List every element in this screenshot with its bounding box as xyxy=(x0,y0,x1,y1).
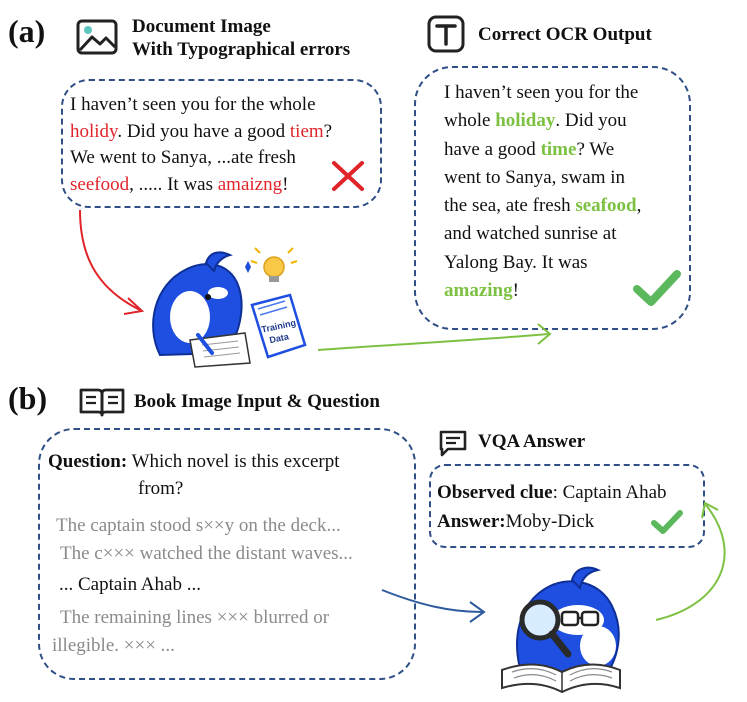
answer-value: Moby-Dick xyxy=(505,511,595,532)
question-line-1-text: Which novel is this excerpt xyxy=(127,451,340,472)
clue-value: : Captain Ahab xyxy=(552,482,667,503)
output-line-1: I haven’t seen you for the xyxy=(444,82,639,103)
fix-amazing: amazing xyxy=(444,280,513,302)
panel-b-label: (b) xyxy=(8,380,48,416)
question-line-2: from? xyxy=(138,477,184,499)
input-line-2-end: ? xyxy=(323,120,333,142)
output-line-6: and watched sunrise at xyxy=(444,223,617,245)
typo-tiem: tiem xyxy=(289,120,324,142)
output-line-4: went to Sanya, swam in xyxy=(444,166,626,188)
input-to-model-arrow xyxy=(80,210,140,310)
output-line-5-pre: the sea, ate fresh xyxy=(444,195,576,217)
input-line-2-mid: . Did you have a good xyxy=(117,120,290,142)
input-line-4-mid: , ..... It was xyxy=(129,173,218,195)
answer-label: Answer: xyxy=(437,511,506,532)
typo-amaizng: amaizng xyxy=(217,173,283,195)
output-line-8-post: ! xyxy=(512,280,519,302)
question-to-model-arrow xyxy=(382,590,482,612)
output-line-2-post: . Did you xyxy=(555,110,627,132)
book-input-heading: Book Image Input & Question xyxy=(134,391,380,412)
fix-time: time xyxy=(540,138,577,160)
output-line-7: Yalong Bay. It was xyxy=(444,251,588,273)
question-label: Question: xyxy=(48,451,128,472)
clue-label: Observed clue xyxy=(437,482,553,503)
input-heading-line-1: Document Image xyxy=(132,16,271,37)
fix-seafood: seafood xyxy=(575,195,637,217)
typo-seefood: seefood xyxy=(70,173,130,195)
panel-a-label: (a) xyxy=(8,13,46,49)
excerpt-line-4: The remaining lines ××× blurred or xyxy=(60,607,330,628)
book-label-training: Training xyxy=(260,317,297,335)
input-line-3: We went to Sanya, ...ate fresh xyxy=(70,147,296,168)
output-line-2-pre: whole xyxy=(444,110,496,132)
output-heading: Correct OCR Output xyxy=(478,24,652,45)
excerpt-line-2: The c××× watched the distant waves... xyxy=(60,543,353,564)
input-line-4-end: ! xyxy=(282,173,289,195)
book-label-data: Data xyxy=(268,331,290,346)
vqa-answer-heading: VQA Answer xyxy=(478,431,586,452)
model-to-output-arrow xyxy=(318,334,548,350)
output-line-3-post: ? We xyxy=(576,138,615,160)
input-heading-line-2: With Typographical errors xyxy=(132,39,351,60)
fix-holiday: holiday xyxy=(495,110,556,132)
input-line-1: I haven’t seen you for the whole xyxy=(70,94,316,115)
output-line-5-post: , xyxy=(636,195,642,217)
excerpt-line-5: illegible. ××× ... xyxy=(52,635,175,656)
typo-holidy: holidy xyxy=(70,120,118,142)
model-to-answer-arrow xyxy=(656,505,725,620)
output-line-3-pre: have a good xyxy=(444,138,541,160)
excerpt-line-3: ... Captain Ahab ... xyxy=(59,574,201,595)
excerpt-line-1: The captain stood s××y on the deck... xyxy=(56,515,341,536)
